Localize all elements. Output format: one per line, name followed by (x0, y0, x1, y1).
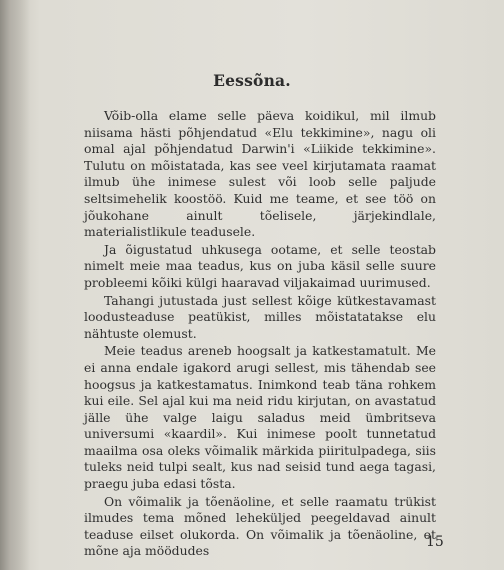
paragraph-3: Tahangi jutustada just sellest kõige kütkestavamast loodusteaduse peatükist, milles mõistatatakse elu nähtuste olemust. (84, 292, 436, 341)
page-number: 15 (426, 534, 444, 550)
paragraph-1: Võib-olla elame selle päeva koidikul, mil ilmub niisama hästi põhjendatud «Elu tekkimine», nagu oli omal ajal põhjendatud Darwin'i «Liikide tekkimine». Tulutu on mõistatada, kas see veel kirjutamata raamat ilmub ühe inimese sulest või loob selle paljude seltsimehelik koostöö. Kuid me teame, et see töö on jõukohane ainult tõelisele, järjekindlale, materialistlikule teadusele. (84, 108, 436, 240)
body-text (84, 108, 436, 561)
paragraph-5: On võimalik ja tõenäoline, et selle raamatu trükist ilmudes tema mõned leheküljed peegeldavad ainult teaduse eilset olukorda. On võimalik ja tõenäoline, et mõne aja möödudes (84, 493, 436, 559)
page-title: Eessõna. (213, 71, 291, 90)
paragraph-4: Meie teadus areneb hoogsalt ja katkestamatult. Me ei anna endale igakord arugi sellest, mis tähendab see hoogsus ja katkestamatus. Inimkond teab täna rohkem kui eile. Sel ajal kui ma neid ridu kirjutan, on avastatud jälle ühe valge laigu saladus meid ümbritseva universumi «kaardil». Kui inimese poolt tunnetatud maailma osa oleks võimalik märkida piiritulpadega, siis tuleks neid tulpi sealt, kus nad seisid tund aega tagasi, praegu juba edasi tõsta. (84, 343, 436, 492)
paragraph-2: Ja õigustatud uhkusega ootame, et selle teostab nimelt meie maa teadus, kus on juba käsil selle suure probleemi kõiki külgi haaravad viljakaimad uurimused. (84, 241, 436, 290)
